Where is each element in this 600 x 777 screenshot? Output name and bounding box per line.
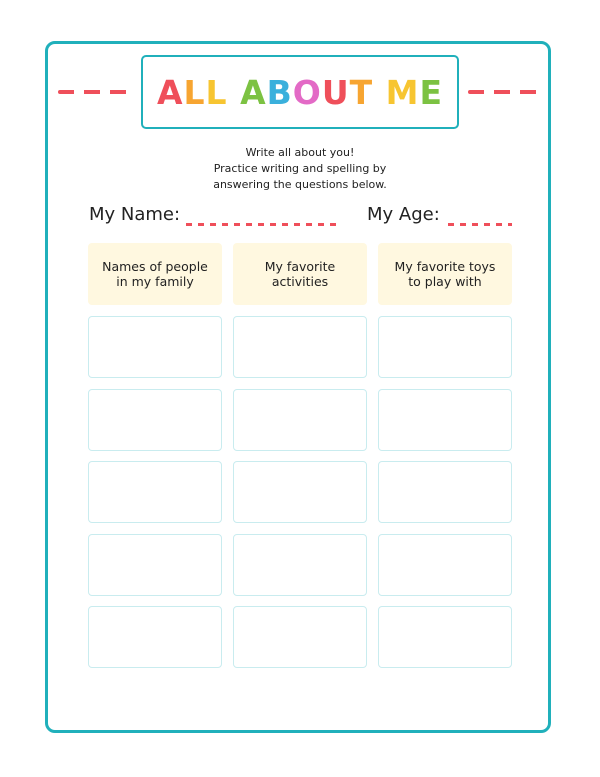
title-letter: T <box>349 72 374 112</box>
title-letter <box>228 73 241 112</box>
answer-cell[interactable] <box>88 461 222 523</box>
column-header-label: My favorite toys to play with <box>394 259 496 289</box>
title-letter: A <box>156 72 184 112</box>
answer-cell[interactable] <box>88 316 222 378</box>
answer-cell[interactable] <box>88 534 222 596</box>
answer-cell[interactable] <box>233 461 367 523</box>
age-write-line[interactable] <box>448 223 512 226</box>
title-letter <box>373 73 386 112</box>
answer-cell[interactable] <box>378 389 512 451</box>
instructions <box>150 145 450 193</box>
answer-cell[interactable] <box>233 534 367 596</box>
title-decoration-left <box>58 90 134 94</box>
column-header-label: My favorite activities <box>264 259 336 289</box>
answer-cell[interactable] <box>378 606 512 668</box>
name-label: My Name: <box>89 204 181 225</box>
title-letter: L <box>183 72 206 112</box>
answer-cell[interactable] <box>233 606 367 668</box>
title-letter: M <box>385 72 420 112</box>
title-letter: O <box>292 72 322 112</box>
column-header-toys <box>378 243 512 305</box>
instruction-line: Write all about you! <box>245 146 355 159</box>
answer-cell[interactable] <box>88 606 222 668</box>
answer-cell[interactable] <box>378 534 512 596</box>
title-letter: U <box>321 72 350 112</box>
title-letter: B <box>266 72 293 112</box>
instruction-line: Practice writing and spelling by <box>213 162 387 175</box>
name-write-line[interactable] <box>186 223 336 226</box>
worksheet-title <box>157 73 443 112</box>
answer-cell[interactable] <box>378 316 512 378</box>
title-letter: E <box>419 72 444 112</box>
title-decoration-right <box>468 90 544 94</box>
title-letter: L <box>205 72 228 112</box>
age-label: My Age: <box>367 204 440 225</box>
instruction-line: answering the questions below. <box>213 178 387 191</box>
answer-cell[interactable] <box>88 389 222 451</box>
answer-cell[interactable] <box>233 316 367 378</box>
answer-cell[interactable] <box>233 389 367 451</box>
title-letter: A <box>240 72 267 112</box>
column-header-activities <box>233 243 367 305</box>
title-box <box>141 55 459 129</box>
column-header-label: Names of people in my family <box>102 259 208 289</box>
column-header-family <box>88 243 222 305</box>
answer-cell[interactable] <box>378 461 512 523</box>
